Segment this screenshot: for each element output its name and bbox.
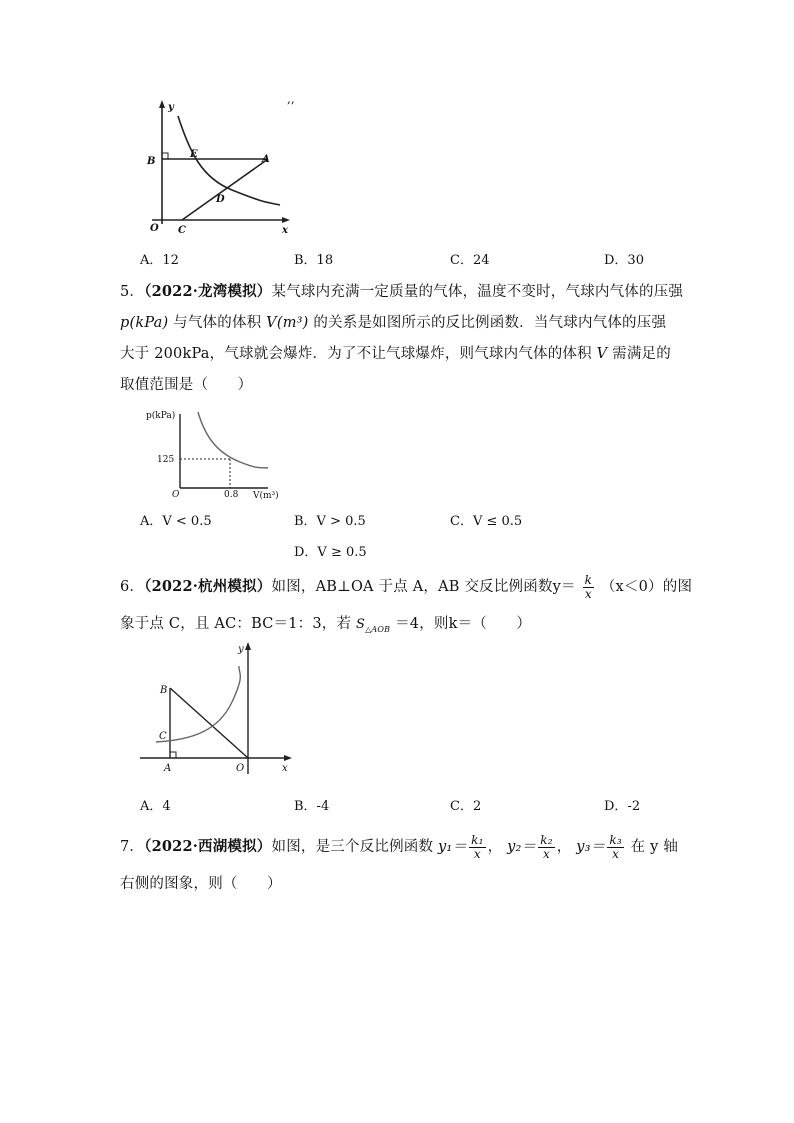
q6-text-1: 如图，AB⊥OA 于点 A，AB 交反比例函数y＝ (271, 579, 576, 596)
q5-label-o: O (172, 490, 180, 500)
q6-label-c: C (159, 731, 167, 742)
q7-text-1: 如图，是三个反比例函数 (271, 839, 434, 856)
q5-option-a[interactable]: A．V < 0.5 (140, 514, 212, 529)
q4-label-x: x (282, 225, 288, 236)
q6-s-symbol: S (355, 617, 366, 632)
q7-den-3: x (612, 846, 620, 861)
q6-text-2: 象于点 C，且 AC：BC＝1：3，若 (120, 616, 352, 632)
q6-fraction (583, 574, 594, 600)
q5-line-4: 取值范围是（ ） (120, 377, 253, 393)
q7-line-2: 右侧的图象，则（ ） (120, 876, 282, 892)
q5-v-symbol-2: V (596, 346, 608, 362)
q7-text-1b: 在 y 轴 (630, 839, 679, 856)
q6-source: （2022·杭州模拟） (144, 578, 272, 596)
q4-label-a: A (262, 154, 270, 165)
q5-label-y: p(kPa) (146, 411, 176, 421)
q6-option-b[interactable]: B．-4 (294, 799, 330, 814)
q7-fraction-3 (607, 834, 623, 860)
q7-k3: k₃ (609, 833, 622, 847)
q5-curve (198, 412, 268, 468)
q4-label-e: E (190, 149, 198, 160)
q6-label-b: B (160, 685, 168, 696)
q4-segment-ca (182, 159, 268, 220)
q6-frac-den: x (584, 586, 592, 601)
q4-option-d[interactable]: D．30 (604, 253, 644, 268)
q4-option-c[interactable]: C．24 (450, 253, 490, 268)
q7-fraction-1 (469, 834, 485, 860)
q4-label-d: D (216, 194, 225, 205)
q5-v-symbol: V(m³) (266, 315, 309, 331)
q7-y2: y₂＝ (507, 839, 537, 856)
q4-option-a[interactable]: A．12 (140, 253, 179, 268)
q5-text-2b: 的关系是如图所示的反比例函数．当气球内气体的压强 (313, 315, 667, 331)
q4-label-o: O (150, 223, 159, 234)
q5-line-1 (120, 280, 683, 301)
stray-mark: ,, (287, 92, 295, 106)
q4-label-y: y (168, 102, 174, 113)
q6-number: 6． (120, 579, 145, 596)
q7-k1: k₁ (471, 833, 484, 847)
q7-line-1: 7．（2022·西湖模拟）如图，是三个反比例函数 y₁＝ $\frac{\text{k₁}}{x}$ ， y₂＝ $\frac{\text{k₂}}{x}$ ， y₃＝ $\frac{\text{k₃}}{x}$ 在 y 轴 (120, 833, 679, 861)
q6-text-2b: ＝4，则k＝（ ） (395, 616, 532, 632)
q4-label-b: B (147, 156, 156, 167)
q6-figure (140, 640, 300, 775)
q5-line-3 (120, 342, 671, 363)
q6-line-1 (120, 574, 692, 600)
q6-frac-num: k (584, 573, 593, 587)
q7-k2: k₂ (540, 833, 553, 847)
q5-label-08: 0.8 (224, 490, 239, 500)
q6-curve (156, 666, 240, 742)
q4-figure (140, 98, 300, 238)
q5-label-125: 125 (157, 455, 175, 465)
q7-fraction-2 (538, 834, 554, 860)
q5-text-3: 大于 200kPa，气球就会爆炸．为了不让气球爆炸，则气球内气体的体积 (120, 346, 592, 362)
q6-label-x: x (282, 763, 288, 774)
q6-label-a: A (164, 763, 172, 774)
q5-source: （2022·龙湾模拟） (144, 283, 272, 300)
q7-source: （2022·西湖模拟） (144, 838, 272, 856)
q6-option-a[interactable]: A．4 (140, 799, 171, 814)
q5-text-1: 某气球内充满一定质量的气体，温度不变时，气球内气体的压强 (271, 284, 684, 300)
q6-segment-bo (170, 688, 248, 758)
q6-label-y: y (238, 644, 244, 655)
q5-figure (140, 404, 290, 500)
q5-text-3b: 需满足的 (612, 346, 671, 362)
q5-number: 5． (120, 284, 145, 300)
q6-label-o: O (236, 763, 245, 774)
q5-option-c[interactable]: C．V ≤ 0.5 (450, 514, 523, 529)
q7-den-2: x (542, 846, 550, 861)
q5-option-b[interactable]: B．V > 0.5 (294, 514, 366, 529)
q6-text-1b: （x＜0）的图 (600, 579, 693, 596)
q7-y1: y₁＝ (438, 839, 468, 856)
q5-label-x: V(m³) (253, 491, 279, 500)
q4-option-b[interactable]: B．18 (294, 253, 334, 268)
q6-option-d[interactable]: D．-2 (604, 799, 641, 814)
q5-option-d[interactable]: D．V ≥ 0.5 (294, 545, 367, 560)
q5-line-2 (120, 311, 666, 332)
q7-den-1: x (473, 846, 481, 861)
q4-label-c: C (178, 225, 186, 236)
q6-option-c[interactable]: C．2 (450, 799, 482, 814)
q5-text-2a: 与气体的体积 (173, 315, 262, 331)
q5-p-symbol: p(kPa) (120, 315, 169, 331)
q7-number: 7． (120, 839, 145, 856)
q6-line-2 (120, 612, 531, 634)
q6-s-subscript: △AOB (365, 624, 391, 634)
q7-y3: y₃＝ (576, 839, 606, 856)
